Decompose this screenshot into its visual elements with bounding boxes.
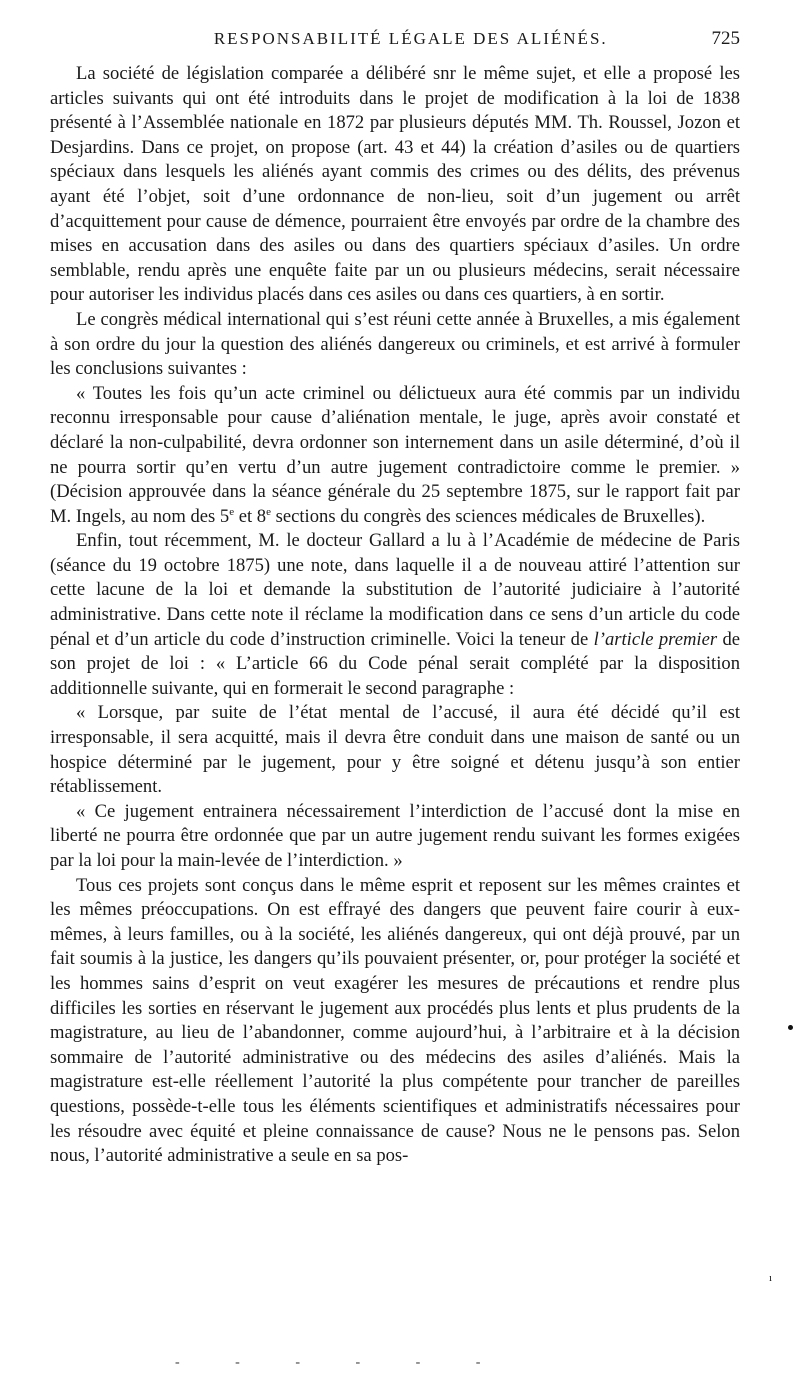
superscript-e: e: [229, 505, 235, 518]
page-body: [50, 62, 740, 1169]
paragraph-3-text-b: et 8: [234, 505, 267, 527]
paragraph-4: [50, 529, 740, 701]
paragraph-3-text-a: « Toutes les fois qu’un acte criminel ou délictueux aura été commis par un individu reconnu irresponsable pour cause d’aliénation mentale, le juge, après avoir constaté et déclaré la non-culpabilité, devra ordonner son internement dans un asile déterminé, d’où il ne pourra sortir qu’en vertu d’un autre jugement contradictoire comme le premier. » (Décision approuvée dans la séance générale du 25 septembre 1875, sur le rapport fait par M. Ingels, au nom des 5: [50, 382, 740, 527]
paragraph-7: Tous ces projets sont conçus dans le même esprit et reposent sur les mêmes craintes et les mêmes préoccupations. On est effrayé des dangers que peuvent faire courir à eux-mêmes, à leurs familles, ou à la société, les aliénés dangereux, qui ont déjà prouvé, par un fait soumis à la justice, les dangers qu’ils pouvaient présenter, or, pour protéger la société et les hommes sains d’esprit on veut exagérer les mesures de précautions et rendre plus difficiles les sorties en réservant le jugement aux procédés plus lents et plus prudents de la magistrature, au lieu de l’abandonner, comme aujourd’hui, à l’arbitraire et à la décision sommaire de l’autorité administrative ou des médecins des asiles d’aliénés. Mais la magistrature est-elle réellement l’autorité la plus compétente pour trancher de pareilles questions, possède-t-elle tous les éléments scientifiques et administratifs nécessaires pour les résoudre avec équité et pleine connaissance de cause? Nous ne le pensons pas. Selon nous, l’autorité administrative a seule en sa pos-: [50, 874, 740, 1167]
paragraph-3: [50, 382, 740, 530]
paragraph-4-text-a: Enfin, tout récemment, M. le docteur Gallard a lu à l’Académie de médecine de Paris (séance du 19 octobre 1875) une note, dans laquelle il a de nouveau attiré l’attention sur cette lacune de la loi et demande la substitution de l’autorité judiciaire à l’autorité administrative. Dans cette note il réclame la modification dans ce sens d’un article du code pénal et d’un article du code d’instruction criminelle. Voici la teneur de: [50, 530, 740, 650]
superscript-e: e: [266, 505, 271, 518]
paragraph-3-text-c: sections du congrès des sciences médicales de Bruxelles).: [271, 505, 706, 527]
margin-mark: ı: [769, 1272, 773, 1284]
paragraph-2: Le congrès médical international qui s’est réuni cette année à Bruxelles, a mis également à son ordre du jour la question des aliénés dangereux ou criminels, et est arrivé à formuler les conclusions suivantes :: [50, 308, 740, 380]
page-number: 725: [711, 28, 740, 49]
footer-marks: - - - - - -: [175, 1355, 507, 1370]
paragraph-6: « Ce jugement entrainera nécessairement l’interdiction de l’accusé dont la mise en liberté ne pourra être ordonnée que par un autre jugement rendu suivant les formes exigées par la loi pour la main-levée de l’interdiction. »: [50, 800, 740, 871]
paragraph-1: La société de législation comparée a délibéré snr le même sujet, et elle a proposé les articles suivants qui ont été introduits dans le projet de modification à la loi de 1838 présenté à l’Assemblée nationale en 1872 par plusieurs députés MM. Th. Roussel, Jozon et Desjardins. Dans ce projet, on propose (art. 43 et 44) la création d’asiles ou de quartiers spéciaux dans lesquels les aliénés ayant commis des crimes ou des délits, des prévenus ayant été l’objet, soit d’une ordonnance de non-lieu, soit d’un jugement ou arrêt d’acquittement pour cause de démence, pourraient être envoyés par ordre de la chambre des mises en accusation dans des asiles ou dans des quartiers spéciaux d’asiles. Un ordre semblable, rendu après une enquête faite par un ou plusieurs médecins, serait nécessaire pour autoriser les individus placés dans ces asiles ou dans ces quartiers, à en sortir.: [50, 63, 740, 306]
italic-phrase: l’article premier: [593, 628, 718, 650]
page-header: [50, 28, 740, 54]
margin-dot: [788, 1025, 793, 1030]
paragraph-4-text-b: de son projet de loi : « L’article 66 du Code pénal serait complété par la disposition additionnelle suivante, qui en formerait le second paragraphe :: [50, 628, 740, 699]
page: [50, 28, 740, 1169]
running-head: RESPONSABILITÉ LÉGALE DES ALIÉNÉS.: [213, 29, 608, 48]
paragraph-5: « Lorsque, par suite de l’état mental de l’accusé, il aura été décidé qu’il est irresponsable, il sera acquitté, mais il devra être conduit dans une maison de santé ou un hospice déterminé par le jugement, pour y être soigné et détenu jusqu’à son entier rétablissement.: [50, 702, 740, 798]
